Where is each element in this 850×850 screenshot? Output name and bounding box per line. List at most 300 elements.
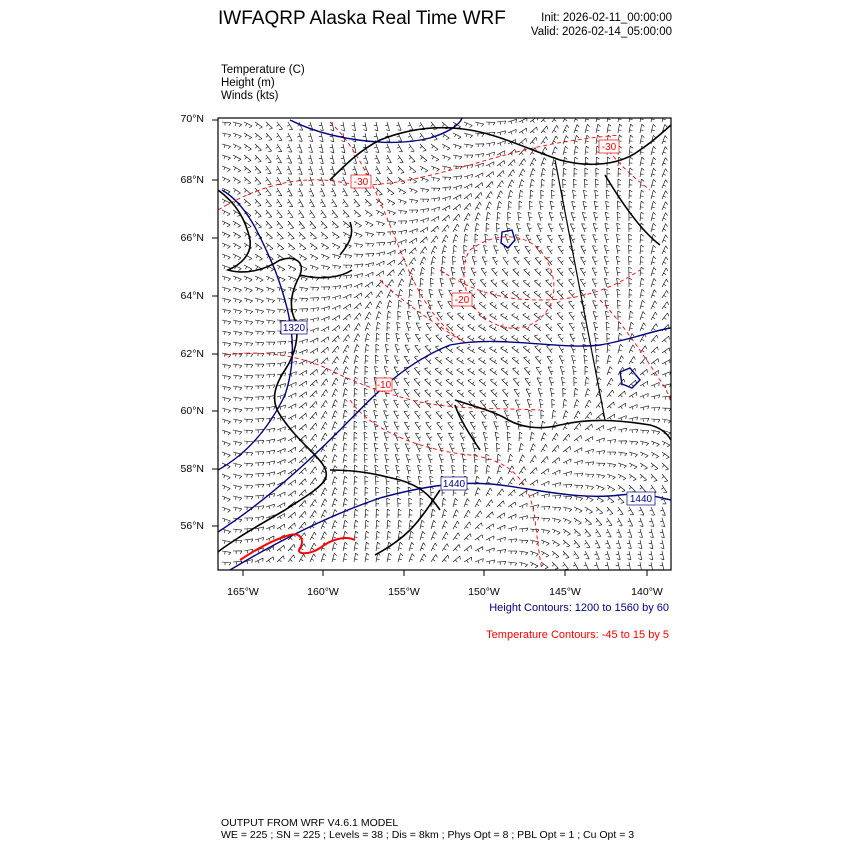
wind-barb [384, 443, 389, 452]
wind-barb [321, 347, 328, 353]
wind-barb [514, 389, 520, 397]
wind-barb [354, 443, 357, 452]
wind-barb [266, 406, 275, 410]
wind-barb [233, 188, 240, 194]
wind-barb [255, 495, 264, 499]
wind-barb [563, 540, 570, 547]
wind-barb [512, 291, 519, 298]
wind-barb [222, 309, 231, 314]
wind-barb [222, 122, 231, 126]
wind-barb [332, 221, 339, 228]
wind-barb [287, 144, 292, 152]
wind-barb [640, 234, 644, 243]
wind-barb [519, 128, 527, 134]
wind-barb [604, 278, 609, 287]
wind-barb [277, 524, 285, 530]
wind-barb [561, 377, 565, 386]
wind-barb [384, 433, 389, 441]
wind-barb [530, 529, 539, 533]
temperature-label-text: -30 [353, 177, 369, 188]
wind-barb [618, 391, 625, 397]
wind-barb [629, 201, 632, 210]
wind-barb [640, 157, 644, 166]
wind-barb [222, 287, 231, 292]
wind-barb [332, 411, 337, 419]
wind-barb [343, 542, 347, 551]
wind-barb [222, 507, 230, 512]
wind-barb [451, 267, 455, 276]
wind-barb [607, 427, 615, 432]
wind-barb [538, 212, 543, 221]
wind-barb [479, 313, 486, 320]
wind-barb [540, 201, 544, 210]
wind-barb [453, 166, 462, 169]
wind-barb [266, 210, 272, 217]
wind-barb [618, 344, 623, 353]
wind-barb [332, 243, 340, 249]
wind-barb [618, 463, 627, 468]
wind-barb [585, 507, 593, 513]
model-footer-config: WE = 225 ; SN = 225 ; Levels = 38 ; Dis = 8km ; Phys Opt = 8 ; PBL Opt = 1 ; Cu Opt = 3 [221, 829, 635, 841]
wind-barb [519, 562, 528, 567]
wind-barb [617, 201, 620, 210]
wind-barb [244, 496, 253, 499]
wind-barb [354, 283, 362, 288]
wind-barb [299, 265, 307, 271]
wind-barb [420, 278, 424, 287]
wind-barb [558, 345, 564, 353]
wind-barb [483, 245, 488, 254]
wind-barb [617, 300, 620, 309]
wind-barb [607, 378, 613, 386]
wind-barb [508, 201, 512, 210]
wind-barb [233, 276, 241, 281]
wind-barb [530, 168, 535, 177]
wind-barb [651, 146, 656, 155]
wind-barb [430, 476, 434, 485]
wind-barb [288, 276, 296, 281]
wind-barb [222, 133, 231, 137]
wind-barb [662, 169, 668, 177]
wind-barb [310, 532, 316, 540]
wind-barb [546, 258, 552, 265]
wind-barb [266, 525, 274, 530]
wind-barb [321, 297, 330, 301]
wind-barb [594, 201, 598, 210]
wind-barb [354, 520, 358, 529]
wind-barb [512, 335, 519, 342]
wind-barb [255, 386, 264, 389]
wind-barb [341, 144, 345, 153]
wind-barb [481, 411, 487, 419]
wind-barb [277, 210, 283, 218]
wind-barb [629, 300, 633, 309]
wind-barb [640, 418, 649, 421]
wind-barb [321, 553, 326, 562]
wind-barb [457, 313, 464, 320]
wind-barb [563, 551, 569, 558]
wind-barb [651, 474, 657, 481]
wind-barb [563, 179, 566, 188]
wind-barb [574, 146, 578, 155]
wind-barb [563, 529, 571, 535]
wind-barb [277, 459, 285, 464]
wind-barb [457, 324, 464, 331]
wind-barb [332, 421, 337, 430]
wind-barb [574, 529, 581, 536]
wind-barb [489, 314, 497, 320]
wind-barb [425, 412, 431, 419]
wind-barb [541, 136, 547, 144]
wind-barb [404, 389, 410, 397]
wind-barb [527, 399, 532, 408]
wind-barb [448, 422, 454, 430]
wind-barb [452, 465, 456, 474]
wind-barb [523, 302, 530, 309]
wind-barb [398, 553, 403, 562]
wind-barb [233, 441, 242, 446]
wind-barb [494, 422, 499, 430]
wind-barb [490, 358, 497, 364]
wind-barb [595, 190, 599, 199]
wind-barb [629, 345, 635, 353]
wind-barb [629, 289, 632, 298]
wind-barb [266, 287, 274, 292]
wind-barb [266, 557, 274, 563]
wind-barb [244, 199, 251, 206]
wind-barb [585, 388, 590, 397]
wind-barb [332, 254, 341, 259]
wind-barb [376, 542, 380, 551]
wind-barb [475, 499, 481, 507]
wind-barb [519, 169, 525, 177]
wind-barb [592, 290, 597, 298]
wind-barb [233, 474, 242, 479]
wind-barb [288, 404, 296, 409]
wind-barb [616, 529, 621, 537]
wind-barb [442, 196, 451, 201]
wind-barb [332, 325, 339, 331]
wind-barb [497, 170, 504, 177]
wind-barb [266, 243, 273, 250]
wind-barb [584, 179, 588, 188]
wind-barb [534, 335, 541, 342]
temperature-label [452, 293, 472, 306]
wind-barb [537, 378, 542, 386]
wind-barb [530, 190, 533, 199]
wind-barb [394, 433, 399, 441]
wind-barb [321, 488, 327, 496]
wind-barb [222, 430, 231, 435]
wind-barb [365, 188, 371, 195]
wind-barb [354, 303, 361, 309]
wind-barb [310, 265, 318, 270]
wind-barb [569, 323, 575, 331]
wind-barb [299, 500, 306, 507]
wind-barb [453, 214, 460, 221]
wind-barb [386, 144, 391, 152]
wind-barb [460, 433, 465, 441]
wind-barb [662, 463, 669, 470]
wind-barb [490, 302, 497, 309]
wind-barb [342, 199, 348, 207]
wind-barb [354, 487, 358, 496]
wind-barb [497, 212, 501, 221]
wind-barb [353, 188, 359, 196]
wind-barb [244, 386, 253, 390]
wind-barb [457, 390, 464, 397]
wind-barb [501, 280, 508, 287]
wind-barb [525, 378, 531, 386]
wind-barb [376, 252, 385, 256]
wind-barb [530, 562, 538, 568]
wind-barb [321, 390, 328, 397]
wind-barb [651, 347, 658, 353]
wind-barb [266, 331, 275, 335]
wind-barb [365, 292, 372, 298]
lat-label: 62°N [180, 348, 204, 360]
wind-barb [266, 396, 275, 400]
wind-barb [593, 235, 598, 243]
wind-barb [584, 355, 588, 364]
wind-barb [404, 422, 410, 430]
wind-barb [550, 201, 554, 210]
wind-barb [547, 235, 553, 243]
wind-barb [662, 348, 670, 354]
wind-barb [387, 509, 390, 518]
wind-barb [662, 302, 669, 309]
wind-barb [448, 433, 454, 441]
wind-barb [475, 234, 478, 243]
wind-barb [651, 358, 659, 364]
wind-barb [453, 510, 458, 518]
wind-barb [475, 163, 484, 168]
lon-label: 165°W [227, 586, 259, 598]
wind-barb [342, 188, 347, 196]
wind-barb [409, 498, 412, 507]
wind-barb [607, 390, 614, 397]
wind-barb [321, 316, 329, 321]
wind-barb [552, 495, 561, 498]
wind-barb [541, 421, 545, 430]
wind-barb [255, 287, 263, 292]
wind-barb [277, 545, 284, 551]
wind-barb [321, 306, 330, 311]
lat-label: 64°N [180, 290, 204, 302]
wind-barb [287, 166, 292, 174]
wind-barb [266, 199, 272, 207]
wind-barb [467, 347, 475, 353]
wind-barb [552, 483, 561, 487]
wind-barb [374, 399, 378, 408]
wind-barb [354, 531, 358, 540]
wind-barb [330, 166, 335, 175]
wind-barb [662, 235, 668, 243]
wind-barb [468, 313, 475, 320]
wind-barb [415, 334, 421, 342]
wind-barb [585, 146, 589, 155]
wind-barb [606, 518, 612, 526]
wind-barb [572, 190, 576, 199]
wind-barb [651, 335, 658, 342]
wind-barb [651, 245, 656, 254]
wind-barb [276, 133, 282, 141]
wind-barb [341, 155, 345, 164]
wind-barb [450, 454, 455, 463]
wind-barb [574, 518, 582, 524]
wind-barb [420, 543, 425, 551]
wind-barb [478, 347, 486, 353]
wind-barb [222, 529, 231, 534]
wind-barb [320, 188, 325, 196]
wind-barb [508, 129, 516, 134]
wind-barb [508, 551, 517, 554]
wind-barb [569, 301, 575, 309]
wind-barb [277, 492, 285, 497]
wind-barb [585, 424, 592, 430]
wind-barb [375, 465, 379, 474]
wind-barb [500, 325, 508, 331]
wind-barb [442, 225, 449, 232]
wind-barb [405, 334, 410, 342]
wind-barb [535, 357, 541, 364]
wind-barb [541, 506, 550, 509]
wind-barb [277, 503, 285, 508]
wind-barb [640, 267, 644, 276]
wind-barb [541, 529, 550, 534]
wind-barb [497, 562, 506, 565]
wind-barb [490, 368, 497, 375]
wind-barb [277, 438, 285, 443]
wind-barb [398, 269, 405, 276]
wind-barb [404, 400, 410, 408]
wind-barb [618, 485, 625, 492]
wind-barb [503, 257, 509, 265]
wind-barb [233, 133, 241, 138]
height-label-text: 1440 [442, 479, 466, 490]
wind-barb [516, 223, 521, 232]
lon-label: 145°W [549, 586, 581, 598]
wind-barb [629, 430, 638, 433]
wind-barb [409, 188, 417, 193]
wind-barb [365, 542, 369, 551]
wind-barb [529, 201, 532, 210]
wind-barb [387, 210, 396, 215]
height-label [627, 492, 655, 505]
wind-barb [310, 318, 319, 322]
wind-barb [266, 363, 275, 366]
wind-barb [541, 433, 546, 441]
wind-barb [584, 562, 589, 570]
wind-barb [651, 324, 657, 331]
wind-barb [266, 309, 275, 313]
wind-barb [629, 405, 637, 410]
wind-barb [244, 166, 251, 173]
wind-barb [415, 422, 421, 430]
wind-barb [617, 518, 622, 526]
wind-barb [457, 346, 464, 353]
wind-barb [425, 357, 431, 364]
wind-barb [486, 212, 490, 221]
wind-barb [386, 166, 392, 174]
wind-barb [514, 246, 520, 254]
wind-barb [563, 434, 570, 441]
wind-barb [596, 518, 602, 525]
wind-barb [651, 452, 659, 458]
wind-barb [364, 421, 368, 430]
wind-barb [594, 562, 599, 571]
wind-barb [396, 333, 400, 342]
wind-barb [430, 278, 433, 287]
wind-barb [651, 256, 656, 265]
wind-barb [585, 400, 591, 408]
wind-barb [552, 445, 559, 452]
wind-barb [309, 199, 314, 207]
wind-barb [617, 278, 621, 287]
wind-barb [527, 224, 532, 232]
wind-barb [299, 522, 306, 529]
wind-barb [541, 562, 548, 569]
wind-barb [320, 199, 326, 207]
wind-barb [552, 540, 560, 546]
wind-barb [277, 449, 285, 454]
wind-barb [354, 313, 361, 320]
wind-barb [321, 327, 329, 333]
wind-barb [640, 245, 644, 254]
wind-barb [512, 302, 519, 309]
wind-barb [515, 400, 520, 408]
wind-barb [233, 177, 241, 183]
wind-barb [475, 465, 478, 474]
wind-barb [420, 237, 427, 243]
wind-barb [453, 498, 458, 507]
wind-barb [592, 257, 597, 265]
wind-barb [569, 268, 575, 276]
wind-barb [496, 223, 499, 232]
wind-barb [266, 374, 275, 378]
wind-barb [255, 133, 262, 140]
wind-barb [310, 500, 317, 507]
wind-barb [244, 539, 253, 543]
wind-barb [437, 422, 443, 430]
wind-barb [629, 322, 634, 331]
wind-barb [574, 411, 580, 419]
wind-barb [431, 267, 435, 276]
wind-barb [453, 155, 462, 159]
wind-barb [255, 166, 261, 173]
wind-barb [255, 364, 264, 367]
wind-barb [640, 393, 648, 398]
wind-barb [563, 562, 569, 570]
wind-barb [640, 381, 648, 387]
wind-barb [618, 311, 621, 320]
wind-barb [547, 246, 553, 254]
wind-barb [365, 263, 374, 267]
wind-barb [453, 176, 462, 180]
wind-barb [524, 368, 530, 375]
height-label-text: 1320 [282, 323, 306, 334]
wind-barb [541, 126, 548, 133]
wind-barb [429, 465, 433, 474]
lat-label: 56°N [180, 520, 204, 532]
wind-barb [363, 122, 367, 131]
wind-barb [513, 368, 519, 375]
wind-barb [530, 444, 535, 452]
wind-barb [594, 551, 599, 559]
wind-barb [662, 441, 670, 447]
coastline-line [555, 160, 605, 420]
wind-barb [244, 122, 252, 128]
